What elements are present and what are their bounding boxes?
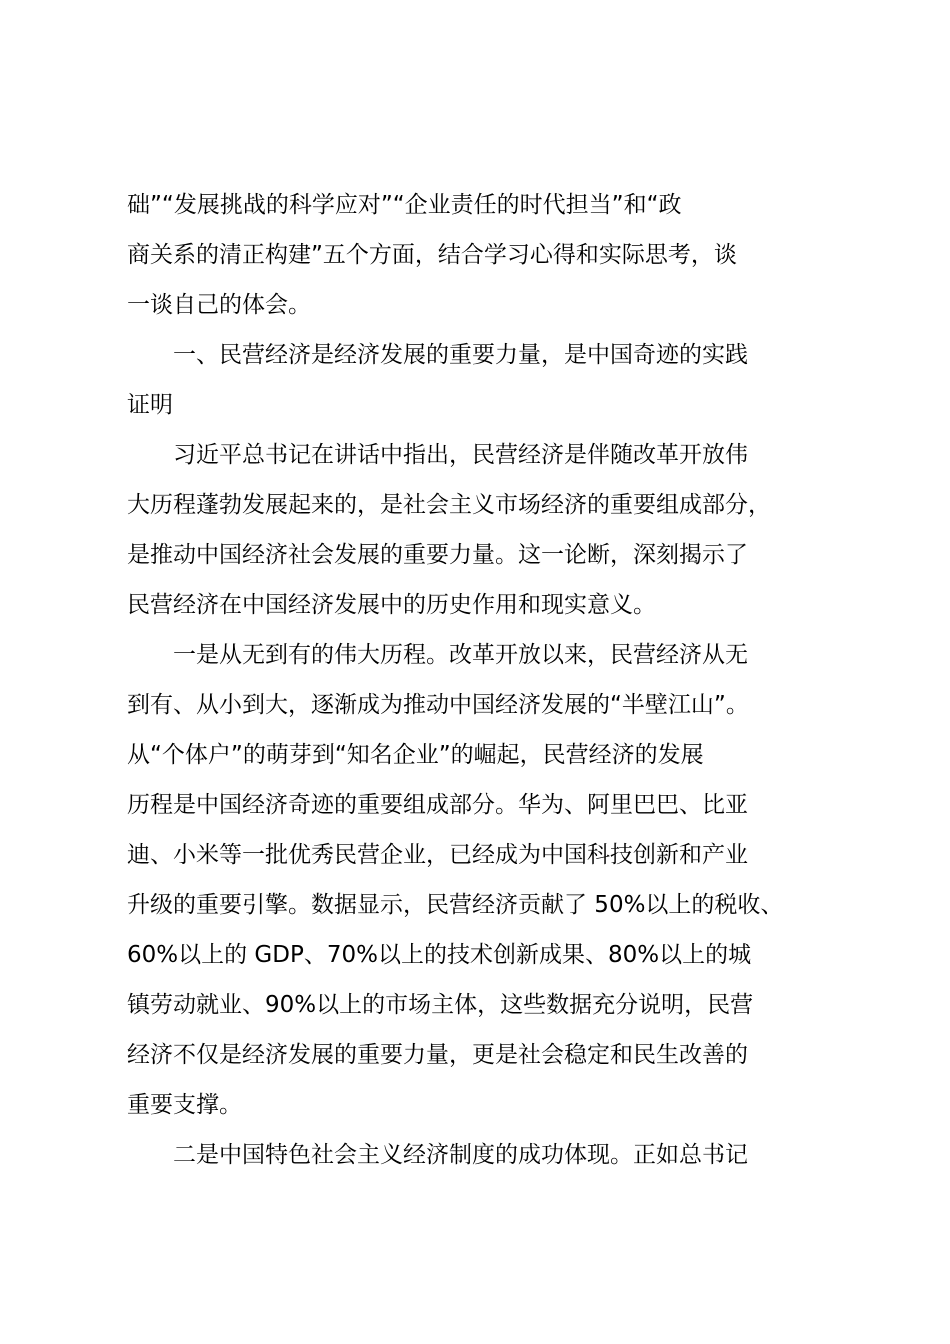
text-line: 60%以上的 GDP、70%以上的技术创新成果、80%以上的城 xyxy=(127,942,752,968)
text-line: 到有、从小到大，逐渐成为推动中国经济发展的“半壁江山”。 xyxy=(127,692,749,718)
text-line: 历程是中国经济奇迹的重要组成部分。华为、阿里巴巴、比亚 xyxy=(127,792,748,818)
text-line: 迪、小米等一批优秀民营企业，已经成为中国科技创新和产业 xyxy=(127,842,748,868)
section-heading: 证明 xyxy=(127,392,173,418)
text-line: 重要支撑。 xyxy=(127,1092,242,1118)
text-line: 习近平总书记在讲话中指出，民营经济是伴随改革开放伟 xyxy=(127,442,748,468)
text-line: 商关系的清正构建”五个方面，结合学习心得和实际思考，谈 xyxy=(127,242,737,268)
text-line: 一是从无到有的伟大历程。改革开放以来，民营经济从无 xyxy=(127,642,748,668)
section-heading: 一、民营经济是经济发展的重要力量，是中国奇迹的实践 xyxy=(127,342,748,368)
text-line: 从“个体户”的萌芽到“知名企业”的崛起，民营经济的发展 xyxy=(127,742,704,768)
text-line: 是推动中国经济社会发展的重要力量。这一论断，深刻揭示了 xyxy=(127,542,748,568)
text-line: 二是中国特色社会主义经济制度的成功体现。正如总书记 xyxy=(127,1142,748,1168)
text-line: 经济不仅是经济发展的重要力量，更是社会稳定和民生改善的 xyxy=(127,1042,748,1068)
text-line: 镇劳动就业、90%以上的市场主体，这些数据充分说明，民营 xyxy=(127,992,754,1018)
text-line: 一谈自己的体会。 xyxy=(127,292,311,318)
text-line: 大历程蓬勃发展起来的，是社会主义市场经济的重要组成部分， xyxy=(127,492,771,518)
text-line: 础”“发展挑战的科学应对”“企业责任的时代担当”和“政 xyxy=(127,192,682,218)
text-line: 民营经济在中国经济发展中的历史作用和现实意义。 xyxy=(127,592,656,618)
text-line: 升级的重要引擎。数据显示，民营经济贡献了 50%以上的税收、 xyxy=(127,892,784,918)
